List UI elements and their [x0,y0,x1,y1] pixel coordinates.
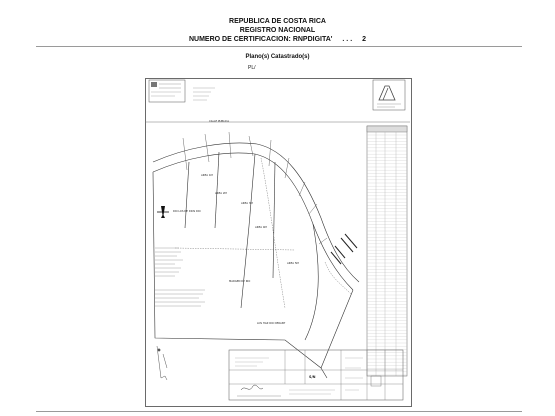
road-label-top: CALLE PUBLICA [209,120,229,123]
header-divider [36,46,522,47]
bridge-marks [331,234,357,264]
registry-title: REGISTRO NACIONAL [239,27,316,34]
footer-divider [36,411,522,412]
location-sketch [157,346,167,380]
area-label-3: AREA 3M [241,202,253,205]
certification-dots: . . . [342,36,353,43]
area-label-5: AREA 5M [287,262,299,265]
plan-stamp-code: S/N [309,375,316,379]
plano-label: PL/ [248,65,256,71]
plano-title: Plano(s) Catastrado(s) [245,54,310,60]
cadastral-plan-drawing [145,78,410,405]
notes-block [155,248,205,306]
coordinates-table [367,126,407,376]
certification-label: NUMERO DE CERTIFICACION: RNPDIGITA' [188,36,333,43]
area-label-2: AREA 2M [215,192,227,195]
parcel-boundaries [153,152,353,378]
plan-header-block [149,80,405,110]
area-label-1: AREA 1M [201,174,213,177]
easement-lines [175,158,351,308]
certification-number [0,35,555,44]
north-arrow-icon [157,206,169,218]
republic-title: REPUBLICA DE COSTA RICA [229,18,326,25]
road-label-left: RIO LOS DE DIOS RIO [173,210,201,213]
road-band [153,143,359,290]
road-label-bottom: LOS HAZ RIO DERANT [257,322,286,325]
area-label-4: AREA 4M [255,226,267,229]
certification-value: 2 [362,36,367,43]
road-label-middle: MARGEN DE RIO [229,280,251,283]
